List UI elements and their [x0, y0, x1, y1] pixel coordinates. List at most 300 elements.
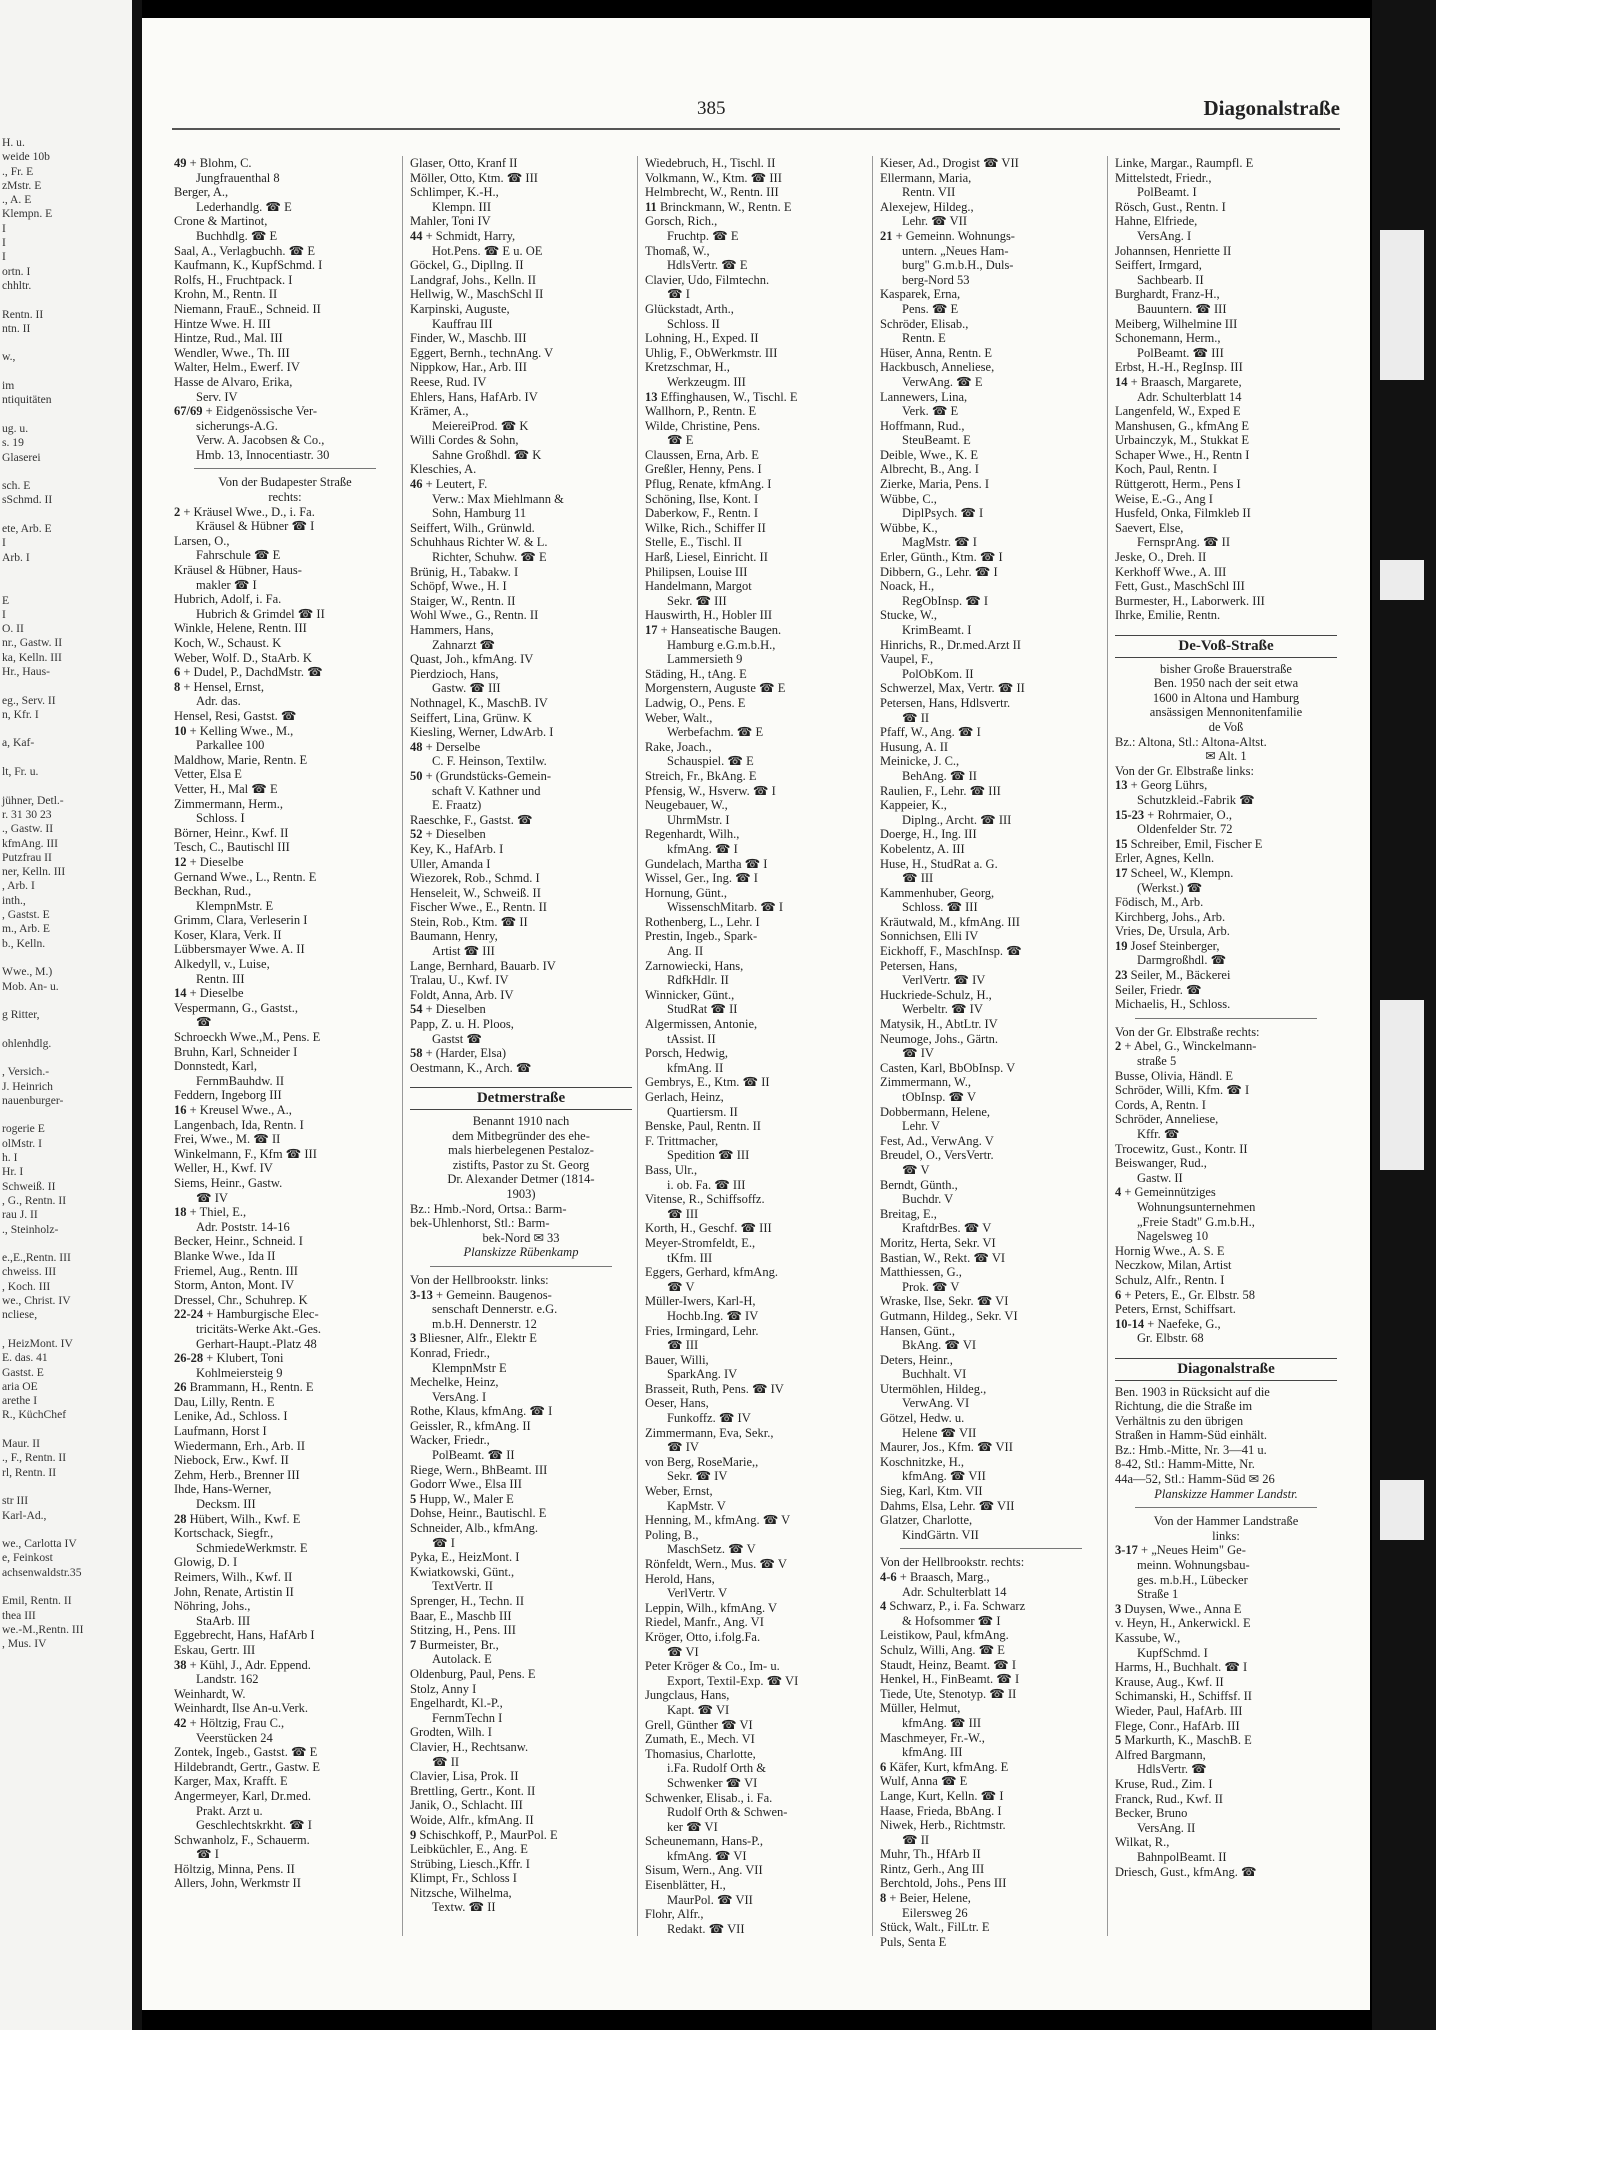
directory-entry-line: VerlVertr. V [667, 1586, 728, 1601]
directory-entry-line: bek-Nord ✉ 33 [482, 1230, 560, 1245]
previous-page-fragment: Glaserei [2, 450, 41, 464]
directory-entry-line: Sekr. ☎ III [667, 593, 727, 608]
house-number: 52 [410, 827, 423, 842]
directory-entry-line: Spedition ☎ III [667, 1148, 750, 1163]
directory-entry-line: Seiler, Friedr. ☎ [1115, 982, 1202, 997]
house-number: 14 [1115, 374, 1128, 389]
directory-entry-line: kfmAng. ☎ III [902, 1715, 982, 1730]
directory-entry-line: Werkzeugm. III [667, 374, 746, 389]
directory-entry-line: FernsprAng. ☎ II [1137, 535, 1230, 550]
edge-artifact [1380, 1480, 1424, 1540]
directory-entry-line: Hornig Wwe., A. S. E [1115, 1243, 1225, 1258]
directory-entry-line: Willi Cordes & Sohn, [410, 433, 519, 448]
directory-entry-line: BkAng. ☎ VI [902, 1338, 977, 1353]
house-number: 44 [410, 228, 423, 243]
house-number: 8 [880, 1891, 887, 1906]
house-number: 17 [1115, 865, 1128, 880]
house-number: 4-6 [880, 1570, 897, 1584]
directory-entry-line: Schröder, Willi, Kfm. ☎ I [1115, 1083, 1250, 1098]
previous-page-fragment: I [2, 607, 6, 621]
directory-entry-line: Rolfs, H., Fruchtpack. I [174, 272, 293, 287]
header-rule [172, 128, 1340, 130]
directory-entry-line: Staudt, Heinz, Beamt. ☎ I [880, 1657, 1017, 1672]
directory-entry-line: Gorsch, Rich., [645, 214, 718, 229]
directory-entry-line: Helmbrecht, W., Rentn. III [645, 185, 779, 200]
directory-entry-line: Hoffmann, Rud., [880, 418, 965, 433]
column-divider [637, 156, 638, 1936]
street-heading: Detmerstraße [410, 1087, 632, 1110]
directory-entry-line: Erler, Günth., Ktm. ☎ I [880, 550, 1003, 565]
directory-entry-line: Hauswirth, H., Hobler III [645, 608, 773, 623]
directory-entry-line: Frei, Wwe., M. ☎ II [174, 1132, 281, 1147]
directory-entry-line: Schloss. I [196, 811, 245, 826]
previous-page-fragment [2, 508, 132, 522]
directory-entry-line: Kräusel & Hübner, Haus- [174, 563, 302, 578]
previous-page-fragment: jühner, Detl.- [2, 793, 64, 807]
directory-entry-line: Claussen, Erna, Arb. E [645, 447, 759, 462]
directory-entry-line: ☎ [196, 1015, 212, 1030]
directory-entry-line: Wraske, Ilse, Sekr. ☎ VI [880, 1294, 1009, 1309]
directory-entry-line: ✉ Alt. 1 [1205, 749, 1247, 764]
directory-entry-line: Bruhn, Karl, Schneider I [174, 1044, 298, 1059]
column-divider [402, 156, 403, 1936]
directory-entry-line: DiplPsych. ☎ I [902, 506, 984, 521]
directory-entry-line: Kapt. ☎ VI [667, 1702, 730, 1717]
directory-entry-line: Hornung, Günt., [645, 885, 727, 900]
previous-page-fragment: I [2, 250, 6, 264]
directory-entry-line: ☎ I [667, 287, 690, 302]
directory-entry-line: Urbainczyk, M., Stukkat E [1115, 433, 1250, 448]
directory-entry-line: 5 Markurth, K., MaschB. E [1115, 1733, 1252, 1748]
directory-entry-line: Dahms, Elsa, Lehr. ☎ VII [880, 1498, 1015, 1513]
directory-entry-line: VersAng. II [1137, 1820, 1196, 1835]
previous-page-fragment: a, Kaf- [2, 736, 35, 750]
directory-entry-line: & Hofsommer ☎ I [902, 1613, 1001, 1628]
directory-entry-line: Hmb. 13, Innocentiastr. 30 [196, 447, 330, 462]
directory-entry-line: Glückstadt, Arth., [645, 301, 734, 316]
directory-entry-line: Nagelsweg 10 [1137, 1229, 1209, 1244]
directory-entry-line: de Voß [1208, 719, 1244, 734]
previous-page-fragment: s. 19 [2, 436, 24, 450]
directory-entry-line: Funkoffz. ☎ IV [667, 1411, 751, 1426]
directory-entry-line: ☎ III [902, 871, 934, 886]
house-number: 22-24 [174, 1307, 204, 1322]
directory-entry-line: 3-13 + Gemeinn. Baugenos- [410, 1287, 552, 1302]
directory-entry-line: Födisch, M., Arb. [1115, 895, 1204, 910]
directory-entry-line: Bass, Ulr., [645, 1162, 698, 1177]
directory-entry-line: 23 Seiler, M., Bäckerei [1115, 968, 1231, 983]
directory-entry-line: StudRat ☎ II [667, 1002, 738, 1017]
previous-page-fragment: b., Kelln. [2, 936, 46, 950]
directory-entry-line: sicherungs-A.G. [196, 418, 278, 433]
directory-entry-line: Verk. ☎ E [902, 404, 959, 419]
directory-entry-line: Werbefachm. ☎ E [667, 725, 764, 740]
previous-page-fragment: achsenwaldstr.35 [2, 1565, 82, 1579]
directory-entry-line: Wallhorn, P., Rentn. E [645, 404, 757, 419]
directory-entry-line: ☎ III [667, 1206, 699, 1221]
house-number: 18 [174, 1205, 187, 1220]
directory-entry-line: Schloss. ☎ III [902, 900, 978, 915]
directory-entry-line: ☎ II [432, 1754, 460, 1769]
directory-entry-line: kfmAng. III [902, 1745, 963, 1760]
directory-entry-line: Rake, Joach., [645, 739, 712, 754]
directory-entry-line: 21 + Gemeinn. Wohnungs- [880, 228, 1015, 243]
directory-entry-line: FernmTechn I [432, 1710, 503, 1725]
directory-entry-line: VerlVertr. ☎ IV [902, 973, 986, 988]
directory-entry-line: Hansen, Günt., [880, 1323, 955, 1338]
directory-entry-line: Cords, A, Rentn. I [1115, 1097, 1206, 1112]
directory-entry-line: Langenbach, Ida, Rentn. I [174, 1117, 304, 1132]
directory-entry-line: Glatzer, Charlotte, [880, 1513, 973, 1528]
house-number: 15-23 [1115, 807, 1145, 822]
house-number: 42 [174, 1715, 187, 1730]
directory-entry-line: 38 + Kühl, J., Adr. Eppend. [174, 1657, 311, 1672]
directory-entry-line: Niwek, Herb., Richtmstr. [880, 1818, 1006, 1833]
directory-entry-line: Geissler, R., kfmAng. II [410, 1418, 531, 1433]
directory-entry-line: mals hierbelegenen Pestaloz- [448, 1143, 594, 1158]
previous-page-fragment: nr., Gastw. II [2, 636, 63, 650]
directory-entry-line: Doerge, H., Ing. III [880, 827, 977, 842]
directory-entry-line: 15 Schreiber, Emil, Fischer E [1115, 836, 1263, 851]
directory-entry-line: Lange, Kurt, Kelln. ☎ I [880, 1788, 1004, 1803]
directory-entry-line: Seiffert, Lina, Grünw. K [410, 710, 532, 725]
directory-entry-line: Becker, Bruno [1115, 1806, 1188, 1821]
directory-entry-line: Dobbermann, Helene, [880, 1104, 991, 1119]
directory-entry-line: Fest, Ad., VerwAng. V [880, 1133, 994, 1148]
directory-entry-line: Eggers, Gerhard, kfmAng. [645, 1265, 778, 1280]
column-divider [872, 156, 873, 1936]
directory-entry-line: Manshusen, G., kfmAng E [1115, 418, 1250, 433]
directory-entry-line: berg-Nord 53 [902, 272, 970, 287]
directory-entry-line: Erler, Agnes, Kelln. [1115, 851, 1215, 866]
directory-entry-line: Mittelstedt, Friedr., [1115, 170, 1212, 185]
directory-entry-line: Lübbersmayer Wwe. A. II [174, 942, 305, 957]
directory-entry-line: E. Fraatz) [432, 798, 482, 813]
directory-entry-line: 52 + Dieselben [410, 827, 486, 842]
directory-entry-line: Sekr. ☎ IV [667, 1469, 728, 1484]
directory-entry-line: Bz.: Hmb.-Nord, Ortsa.: Barm- [410, 1201, 567, 1216]
directory-entry-line: Nothnagel, K., MaschB. IV [410, 695, 548, 710]
previous-page-fragment: h. I [2, 1151, 18, 1165]
directory-entry-line: Wiedermann, Erh., Arb. II [174, 1438, 306, 1453]
directory-entry-line: Rudolf Orth & Schwen- [667, 1805, 788, 1820]
directory-entry-line: Daberkow, F., Rentn. I [645, 506, 759, 521]
directory-entry-line: 54 + Dieselben [410, 1002, 486, 1017]
directory-entry-line: Gr. Elbstr. 68 [1137, 1331, 1204, 1346]
directory-entry-line: ☎ I [196, 1847, 219, 1862]
directory-entry-line: Lenike, Ad., Schloss. I [174, 1409, 288, 1424]
previous-page-fragment: ., Gastw. II [2, 822, 54, 836]
directory-entry-line: Alkedyll, v., Luise, [174, 957, 270, 972]
previous-page-fragment: e.,E.,Rentn. III [2, 1251, 71, 1265]
directory-entry-line: Pflug, Renate, kfmAng. I [645, 477, 772, 492]
directory-entry-line: Ben. 1903 in Rücksicht auf die [1115, 1384, 1270, 1399]
previous-page-fragment: Wwe., M.) [2, 965, 53, 979]
previous-page-fragment: Emil, Rentn. II [2, 1594, 72, 1608]
directory-entry-line: Fahrschule ☎ E [196, 548, 281, 563]
directory-entry-line: Neczkow, Milan, Artist [1115, 1258, 1232, 1273]
directory-entry-line: Hamburg e.G.m.b.H., [667, 637, 776, 652]
directory-entry-line: Pierdzioch, Hans, [410, 666, 499, 681]
directory-entry-line: schaft V. Kathner und [432, 783, 541, 798]
directory-entry-line: „Freie Stadt" G.m.b.H., [1137, 1214, 1255, 1229]
directory-entry-line: i. ob. Fa. ☎ III [667, 1177, 746, 1192]
directory-entry-line: Algermissen, Antonie, [645, 1017, 758, 1032]
street-heading: De-Voß-Straße [1115, 635, 1337, 658]
directory-entry-line: Kräusel & Hübner ☎ I [196, 519, 315, 534]
directory-entry-line: Maurer, Jos., Kfm. ☎ VII [880, 1440, 1013, 1455]
directory-entry-line: Zimmermann, Eva, Sekr., [645, 1425, 774, 1440]
directory-entry-line: Moritz, Herta, Sekr. VI [880, 1235, 996, 1250]
directory-entry-line: MaschSetz. ☎ V [667, 1542, 756, 1557]
previous-page-fragment [2, 951, 132, 965]
directory-entry-line: Weller, H., Kwf. IV [174, 1161, 273, 1176]
directory-entry-line: Wübbe, K., [880, 520, 938, 535]
directory-entry-line: Jeske, O., Dreh. II [1115, 550, 1207, 565]
house-number: 13 [645, 389, 658, 404]
directory-entry-line: Uller, Amanda I [410, 856, 491, 871]
directory-entry-line: 48 + Derselbe [410, 739, 481, 754]
directory-entry-line: Verw.: Max Miehlmann & [432, 491, 564, 506]
house-number: 16 [174, 1103, 187, 1117]
previous-page-fragment: Gastst. E [2, 1365, 44, 1379]
directory-entry-line: HdlsVertr. ☎ E [667, 258, 748, 273]
section-divider [430, 1266, 612, 1267]
directory-entry-line: burg" G.m.b.H., Duls- [902, 258, 1014, 273]
directory-entry-line: Hammers, Hans, [410, 623, 494, 637]
column-divider [1107, 156, 1108, 1936]
directory-entry-line: Handelmann, Margot [645, 579, 752, 594]
directory-entry-line: ☎ IV [667, 1440, 699, 1455]
previous-page-fragment: we.-M.,Rentn. III [2, 1622, 84, 1636]
directory-entry-line: Zimmermann, Herm., [174, 796, 283, 811]
previous-page-fragment: I [2, 236, 6, 250]
directory-entry-line: Stelle, E., Tischl. II [645, 535, 742, 550]
directory-entry-line: Wieder, Paul, HafArb. III [1115, 1703, 1243, 1718]
directory-entry-line: Eskau, Gertr. III [174, 1642, 256, 1657]
directory-entry-line: 3 Duysen, Wwe., Anna E [1115, 1601, 1242, 1616]
directory-entry-line: Schroeckh Wwe.,M., Pens. E [174, 1030, 321, 1045]
directory-entry-line: Kretzschmar, H., [645, 360, 730, 375]
directory-entry-line: Riege, Wern., BhBeamt. III [410, 1462, 548, 1477]
directory-entry-line: Riedel, Manfr., Ang. VI [645, 1615, 764, 1630]
directory-entry-line: Vitense, R., Schiffsoffz. [645, 1192, 765, 1207]
previous-page-fragment: aria OE [2, 1379, 38, 1393]
directory-entry-line: Vespermann, G., Gastst., [174, 1000, 298, 1015]
page-header [142, 98, 1370, 132]
directory-entry-line: Werbeltr. ☎ IV [902, 1002, 983, 1017]
directory-entry-line: Von der Budapester Straße [218, 475, 352, 490]
directory-entry-line: Weise, E.-G., Ang I [1115, 491, 1213, 506]
previous-page-fragment: w., [2, 350, 16, 364]
directory-entry-line: Krohn, M., Rentn. II [174, 287, 278, 302]
directory-entry-line: MeiereiProd. ☎ K [432, 418, 529, 433]
directory-entry-line: PolBeamt. I [1137, 185, 1197, 200]
directory-entry-line: Kruse, Rud., Zim. I [1115, 1776, 1213, 1791]
directory-entry-line: tAssist. II [667, 1031, 716, 1046]
directory-entry-line: Brasseit, Ruth, Pens. ☎ IV [645, 1381, 784, 1396]
previous-page-fragment [2, 1237, 132, 1251]
directory-entry-line: Hackbusch, Anneliese, [880, 360, 995, 375]
house-number: 10-14 [1115, 1316, 1145, 1331]
directory-entry-line: Schöning, Ilse, Kont. I [645, 491, 759, 506]
directory-entry-line: meinn. Wohnungsbau- [1137, 1558, 1250, 1573]
directory-entry-line: Winnicker, Günt., [645, 987, 735, 1002]
directory-entry-line: Kauffrau III [432, 316, 493, 331]
previous-page-fragment: E. das. 41 [2, 1351, 48, 1365]
directory-entry-line: Franck, Rud., Kwf. II [1115, 1791, 1223, 1806]
directory-entry-line: Hochb.Ing. ☎ IV [667, 1308, 759, 1323]
previous-page-fragment [2, 365, 132, 379]
house-number: 13 [1115, 778, 1128, 793]
directory-entry-line: Leibküchler, E., Ang. E [410, 1842, 528, 1857]
directory-entry-line: TextVertr. II [432, 1579, 493, 1594]
directory-entry-line: Eggert, Bernh., technAng. V [410, 345, 554, 360]
previous-page-fragment: ., F., Rentn. II [2, 1451, 67, 1465]
directory-entry-line: Larsen, O., [174, 533, 230, 548]
directory-entry-line: Weinhardt, W. [174, 1686, 246, 1701]
directory-entry-line: Stitzing, H., Pens. III [410, 1623, 516, 1638]
directory-entry-line: Feddern, Ingeborg III [174, 1088, 282, 1103]
directory-entry-line: Thomasius, Charlotte, [645, 1746, 756, 1761]
directory-entry-line: 26 Brammann, H., Rentn. E [174, 1380, 314, 1395]
directory-entry-line: Oeser, Hans, [645, 1396, 709, 1411]
directory-entry-line: Siems, Heinr., Gastw. [174, 1175, 283, 1190]
directory-entry-line: Straße 1 [1137, 1587, 1179, 1602]
directory-entry-line: Thomaß, W., [645, 243, 710, 258]
directory-entry-line: RdfkHdlr. II [667, 973, 729, 988]
directory-entry-line: KraftdrBes. ☎ V [902, 1221, 992, 1236]
directory-entry-line: Woide, Alfr., kfmAng. II [410, 1812, 534, 1827]
previous-page-fragment [2, 465, 132, 479]
directory-entry-line: Schonemann, Herm., [1115, 331, 1221, 346]
directory-entry-line: Glaser, Otto, Kranf II [410, 156, 518, 170]
previous-page-fragment: eg., Serv. II [2, 693, 56, 707]
directory-entry-line: Wiezorek, Rob., Schmd. I [410, 871, 540, 886]
directory-entry-line: Matthiessen, G., [880, 1265, 962, 1280]
directory-entry-line: Harß, Liesel, Einricht. II [645, 550, 768, 565]
directory-entry-line: Prok. ☎ V [902, 1279, 960, 1294]
directory-entry-line: Von der Gr. Elbstraße rechts: [1115, 1024, 1260, 1039]
directory-entry-line: ges. m.b.H., Lübecker [1137, 1572, 1248, 1587]
previous-page-fragment: Hr., Haus- [2, 664, 50, 678]
directory-entry-line: 1600 in Altona und Hamburg [1152, 690, 1300, 705]
previous-page-fragment: Arb. I [2, 550, 30, 564]
directory-entry-line: Henkel, H., FinBeamt. ☎ I [880, 1672, 1020, 1687]
directory-entry-line: Lammersieth 9 [667, 652, 743, 667]
directory-entry-line: Zontek, Ingeb., Gastst. ☎ E [174, 1745, 318, 1760]
directory-entry-line: Oldenfelder Str. 72 [1137, 822, 1233, 837]
directory-entry-line: 9 Schischkoff, P., MaurPol. E [410, 1827, 558, 1842]
directory-entry-line: Zehm, Herb., Brenner III [174, 1467, 300, 1482]
previous-page-fragment: sch. E [2, 479, 31, 493]
directory-entry-line: 16 + Kreusel Wwe., A., [174, 1103, 292, 1117]
edge-artifact [1380, 230, 1424, 380]
previous-page-fragment [2, 565, 132, 579]
directory-entry-line: Kröger, Otto, i.folg.Fa. [645, 1629, 761, 1644]
directory-entry-line: 8 + Hensel, Ernst, [174, 679, 265, 694]
directory-entry-line: MagMstr. ☎ I [902, 535, 977, 550]
directory-entry-line: Dr. Alexander Detmer (1814- [447, 1172, 595, 1187]
directory-entry-line: Friemel, Aug., Rentn. III [174, 1263, 298, 1278]
previous-page-fragment [2, 722, 132, 736]
directory-entry-line: Krämer, A., [410, 404, 469, 419]
previous-page-fragment: zMstr. E [2, 178, 42, 192]
directory-entry-line: Herold, Hans, [645, 1571, 715, 1586]
directory-entry-line: 1903) [506, 1186, 536, 1201]
directory-entry-line: Fischer Wwe., E., Rentn. II [410, 900, 547, 915]
directory-entry-line: 26-28 + Klubert, Toni [174, 1351, 284, 1366]
directory-entry-line: untern. „Neues Ham- [902, 243, 1009, 258]
directory-entry-line: Karpinski, Auguste, [410, 301, 510, 316]
directory-entry-line: Muhr, Th., HfArb II [880, 1847, 981, 1862]
directory-entry-line: ansässigen Mennonitenfamilie [1149, 705, 1303, 720]
directory-entry-line: Hubrich & Grimdel ☎ II [196, 606, 325, 621]
directory-entry-line: Wilde, Christine, Pens. [645, 418, 761, 433]
previous-page-fragment: ug. u. [2, 421, 29, 435]
previous-page-fragment: e, Feinkost [2, 1551, 53, 1565]
previous-page-fragment: Putzfrau II [2, 850, 52, 864]
directory-entry-line: Puls, Senta E [880, 1934, 947, 1949]
directory-entry-line: ☎ II [902, 1832, 930, 1847]
directory-entry-line: Brünig, H., Tabakw. I [410, 564, 519, 579]
directory-entry-line: 3 Bliesner, Alfr., Elektr E [410, 1331, 537, 1346]
directory-entry-line: Sachbearb. II [1137, 272, 1204, 287]
house-number: 7 [410, 1637, 417, 1652]
directory-entry-line: RegObInsp. ☎ I [902, 593, 989, 608]
directory-entry-line: Weber, Ernst, [645, 1484, 713, 1499]
directory-entry-line: Eggebrecht, Hans, HafArb I [174, 1628, 315, 1643]
directory-entry-line: Scheunemann, Hans-P., [645, 1834, 764, 1849]
directory-entry-line: 6 Käfer, Kurt, kfmAng. E [880, 1759, 1009, 1774]
previous-page-fragment: , Gastst. E [2, 908, 50, 922]
previous-page-fragment: E [2, 593, 10, 607]
directory-entry-line: Vetter, H., Mal ☎ E [174, 781, 278, 796]
directory-entry-line: Baar, E., Maschb III [410, 1608, 512, 1623]
directory-entry-line: Gastst ☎ [432, 1031, 482, 1046]
directory-entry-line: 17 + Hanseatische Baugen. [645, 623, 782, 637]
directory-column-5 [1115, 156, 1337, 1976]
directory-entry-line: Jungfrauenthal 8 [196, 170, 280, 185]
directory-entry-line: 11 Brinckmann, W., Rentn. E [645, 199, 792, 214]
previous-page-fragment: ka, Kelln. III [2, 650, 62, 664]
previous-page-fragment: ortn. I [2, 264, 31, 278]
directory-entry-line: Bastian, W., Rekt. ☎ VI [880, 1250, 1006, 1265]
directory-entry-line: bisher Große Brauerstraße [1160, 661, 1292, 676]
directory-entry-line: Gerlach, Heinz, [645, 1090, 724, 1104]
directory-entry-line: Rösch, Gust., Rentn. I [1115, 199, 1226, 214]
directory-entry-line: 4 + Gemeinnütziges [1115, 1185, 1216, 1200]
house-number: 3 [410, 1331, 417, 1346]
directory-entry-line: Bz.: Altona, Stl.: Altona-Altst. [1115, 734, 1267, 749]
directory-entry-line: Bauuntern. ☎ III [1137, 301, 1227, 316]
directory-entry-line: Ihde, Hans-Werner, [174, 1482, 272, 1497]
directory-entry-line: Rentn. III [196, 971, 245, 986]
directory-column-3 [645, 156, 867, 1976]
directory-entry-line: Karger, Max, Krafft. E [174, 1774, 288, 1789]
directory-entry-line: Rothenberg, L., Lehr. I [645, 914, 760, 929]
directory-entry-line: Landstr. 162 [196, 1672, 259, 1687]
directory-entry-line: 2 + Abel, G., Winckelmann- [1115, 1039, 1257, 1054]
directory-entry-line: Noack, H., [880, 579, 935, 594]
directory-entry-line: Michaelis, H., Schloss. [1115, 997, 1231, 1012]
directory-entry-line: Dibbern, G., Lehr. ☎ I [880, 564, 998, 579]
directory-entry-line: 13 Effinghausen, W., Tischl. E [645, 389, 798, 404]
previous-page-fragment: im [2, 379, 15, 393]
directory-entry-line: Ellermann, Maria, [880, 170, 972, 185]
previous-page-fragment: r. 31 30 23 [2, 807, 52, 821]
directory-entry-line: Casten, Karl, BbObInsp. V [880, 1060, 1016, 1075]
